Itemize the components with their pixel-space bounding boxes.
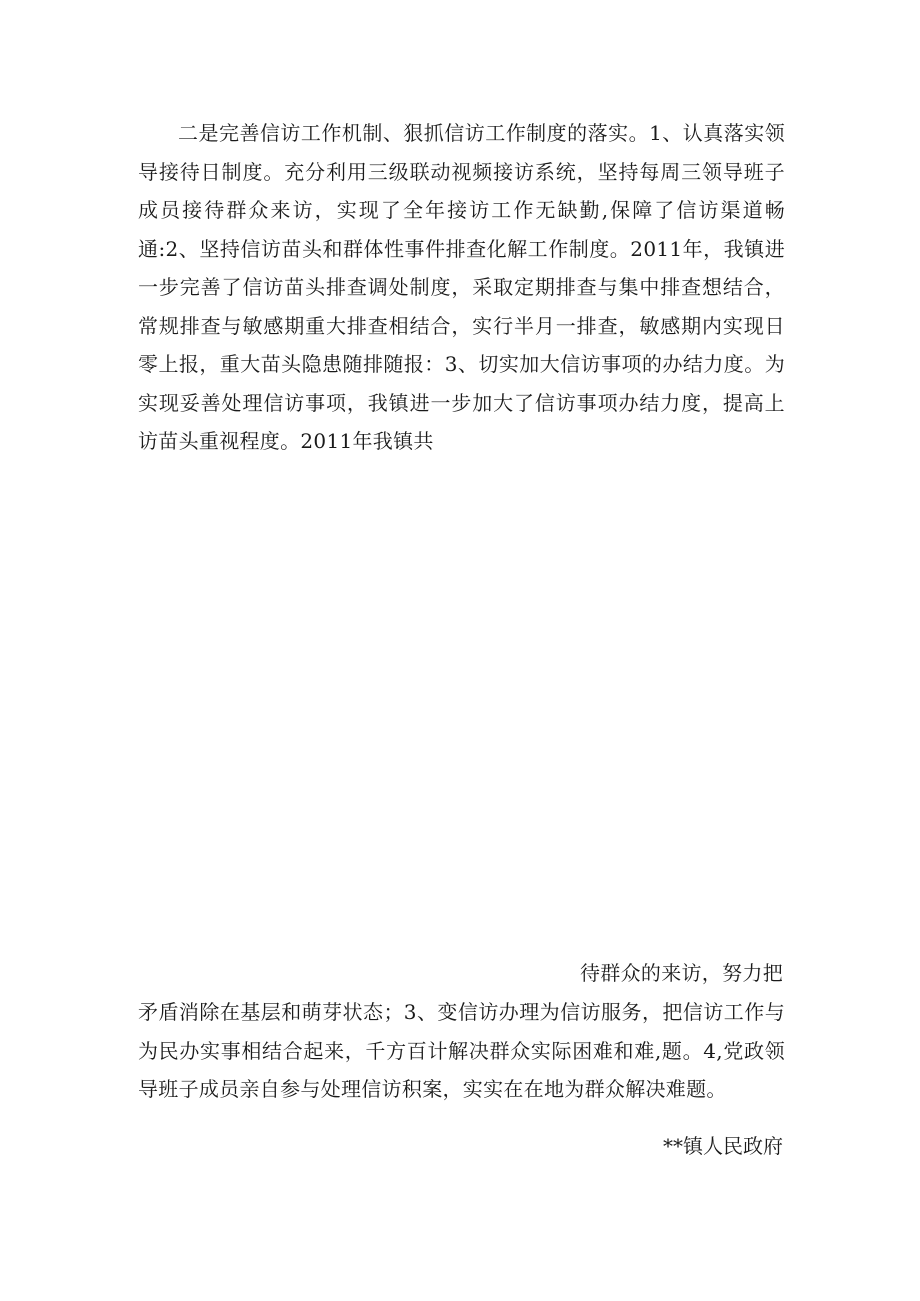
paragraph-continuation-first-line: 待群众的来访，努力把 [580, 961, 783, 985]
signature-town-government: **镇人民政府 [663, 1134, 783, 1158]
paragraph-continuation: 矛盾消除在基层和萌芽状态；3、变信访办理为信访服务，把信访工作与为民办实事相结合起来，千方百计解决群众实际困难和难,题。4,党政领导班子成员亲自参与处理信访积案，实实在在地为群众解决难题。 [138, 1000, 785, 1101]
paragraph-petition-mechanism: 二是完善信访工作机制、狠抓信访工作制度的落实。1、认真落实领导接待日制度。充分利用三级联动视频接访系统，坚持每周三领导班子成员接待群众来访，实现了全年接访工作无缺勤,保障了信访渠道畅通:2、坚持信访苗头和群体性事件排查化解工作制度。2011年，我镇进一步完善了信访苗头排查调处制度，采取定期排查与集中排查想结合，常规排查与敏感期重大排查相结合，实行半月一排查，敏感期内实现日零上报，重大苗头隐患随排随报：3、切实加大信访事项的办结力度。为实现妥善处理信访事项，我镇进一步加大了信访事项办结力度，提高上访苗头重视程度。2011年我镇共 [138, 121, 785, 453]
